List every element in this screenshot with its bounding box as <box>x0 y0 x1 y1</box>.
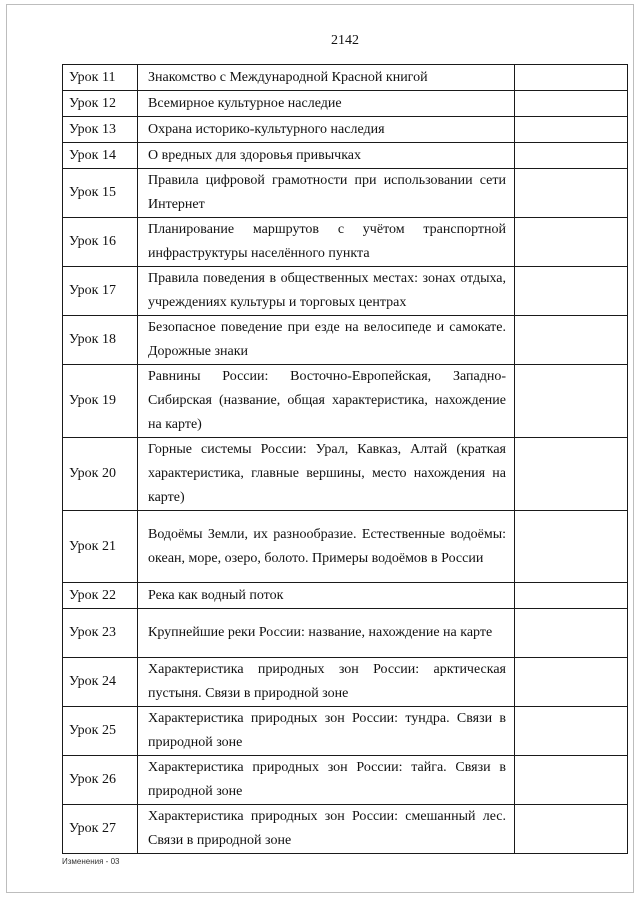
lesson-number: Урок 12 <box>63 91 138 117</box>
lesson-topic: Горные системы России: Урал, Кавказ, Алтай (краткая характеристика, главные вершины, место нахождения на карте) <box>138 438 515 511</box>
lesson-number: Урок 23 <box>63 609 138 658</box>
table-row <box>63 609 628 658</box>
table-row <box>63 658 628 707</box>
lesson-topic: Характеристика природных зон России: тайга. Связи в природной зоне <box>138 756 515 805</box>
empty-cell <box>515 267 628 316</box>
lesson-topic: Водоёмы Земли, их разнообразие. Естественные водоёмы: океан, море, озеро, болото. Примеры водоёмов в России <box>138 511 515 583</box>
lesson-topic: Планирование маршрутов с учётом транспортной инфраструктуры населённого пункта <box>138 218 515 267</box>
lesson-topic: Равнины России: Восточно-Европейская, Западно-Сибирская (название, общая характеристика, нахождение на карте) <box>138 365 515 438</box>
lesson-number: Урок 25 <box>63 707 138 756</box>
table-row <box>63 511 628 583</box>
lesson-number: Урок 21 <box>63 511 138 583</box>
lesson-number: Урок 27 <box>63 805 138 854</box>
lesson-number: Урок 14 <box>63 143 138 169</box>
empty-cell <box>515 756 628 805</box>
lesson-number: Урок 18 <box>63 316 138 365</box>
table-row <box>63 143 628 169</box>
table-row <box>63 707 628 756</box>
lesson-topic: Безопасное поведение при езде на велосипеде и самокате. Дорожные знаки <box>138 316 515 365</box>
empty-cell <box>515 169 628 218</box>
lesson-number: Урок 17 <box>63 267 138 316</box>
table-row <box>63 805 628 854</box>
lesson-topic: О вредных для здоровья привычках <box>138 143 515 169</box>
lesson-topic: Характеристика природных зон России: смешанный лес. Связи в природной зоне <box>138 805 515 854</box>
lesson-number: Урок 26 <box>63 756 138 805</box>
lesson-topic: Река как водный поток <box>138 583 515 609</box>
page-number: 2142 <box>331 33 359 48</box>
table-row <box>63 316 628 365</box>
empty-cell <box>515 316 628 365</box>
lessons-table-body <box>63 65 628 854</box>
lesson-topic: Всемирное культурное наследие <box>138 91 515 117</box>
lesson-number: Урок 22 <box>63 583 138 609</box>
table-row <box>63 91 628 117</box>
lesson-number: Урок 24 <box>63 658 138 707</box>
table-row <box>63 65 628 91</box>
empty-cell <box>515 609 628 658</box>
table-row <box>63 583 628 609</box>
table-row <box>63 365 628 438</box>
empty-cell <box>515 143 628 169</box>
table-row <box>63 267 628 316</box>
empty-cell <box>515 805 628 854</box>
empty-cell <box>515 365 628 438</box>
empty-cell <box>515 117 628 143</box>
empty-cell <box>515 707 628 756</box>
lesson-number: Урок 11 <box>63 65 138 91</box>
empty-cell <box>515 65 628 91</box>
table-row <box>63 169 628 218</box>
empty-cell <box>515 583 628 609</box>
table-row <box>63 756 628 805</box>
lesson-topic: Правила поведения в общественных местах: зонах отдыха, учреждениях культуры и торговых центрах <box>138 267 515 316</box>
empty-cell <box>515 91 628 117</box>
lesson-topic: Охрана историко-культурного наследия <box>138 117 515 143</box>
empty-cell <box>515 218 628 267</box>
empty-cell <box>515 438 628 511</box>
table-row <box>63 117 628 143</box>
empty-cell <box>515 511 628 583</box>
lesson-number: Урок 15 <box>63 169 138 218</box>
lesson-number: Урок 19 <box>63 365 138 438</box>
lesson-number: Урок 20 <box>63 438 138 511</box>
lesson-topic: Крупнейшие реки России: название, нахождение на карте <box>138 609 515 658</box>
lesson-number: Урок 13 <box>63 117 138 143</box>
lesson-topic: Характеристика природных зон России: арктическая пустыня. Связи в природной зоне <box>138 658 515 707</box>
lesson-number: Урок 16 <box>63 218 138 267</box>
lesson-topic: Знакомство с Международной Красной книгой <box>138 65 515 91</box>
footer-revision: Изменения - 03 <box>62 857 120 866</box>
lesson-topic: Правила цифровой грамотности при использовании сети Интернет <box>138 169 515 218</box>
lessons-table <box>62 64 628 854</box>
lesson-topic: Характеристика природных зон России: тундра. Связи в природной зоне <box>138 707 515 756</box>
table-row <box>63 438 628 511</box>
empty-cell <box>515 658 628 707</box>
table-row <box>63 218 628 267</box>
